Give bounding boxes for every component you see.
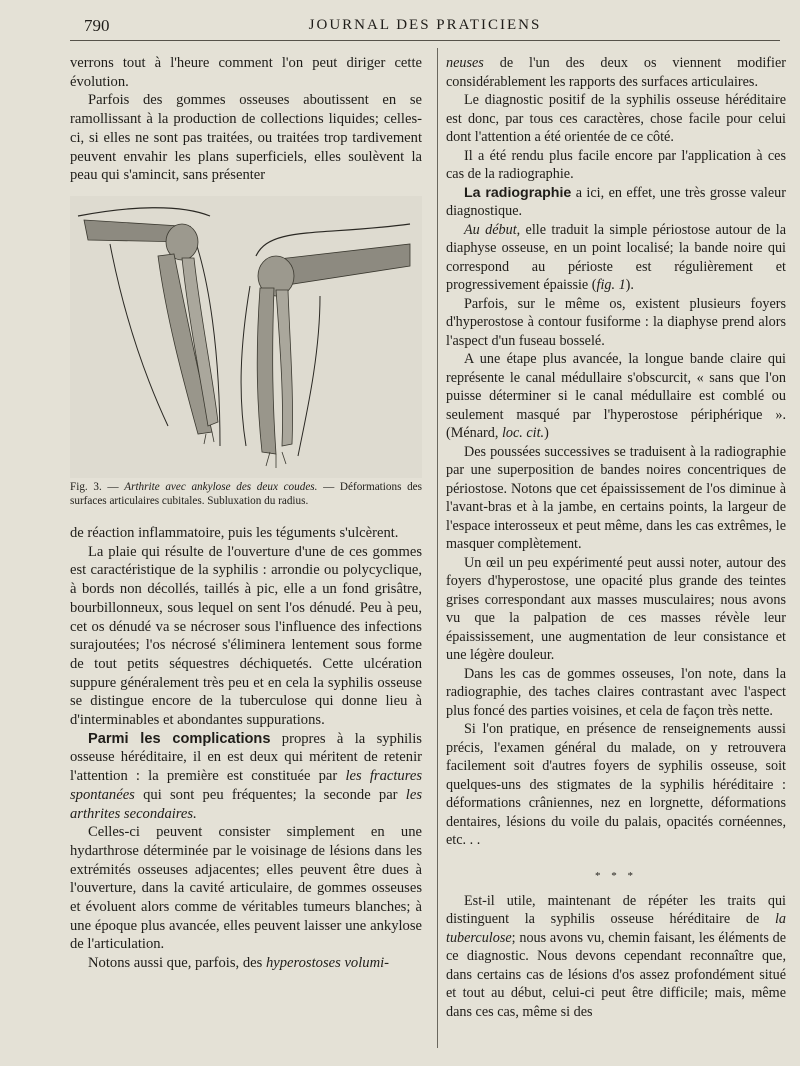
column-divider [437, 48, 438, 1048]
left-column-top [70, 54, 422, 185]
paragraph-complications [70, 730, 422, 824]
text-run: a ici, en effet, une très grosse valeur diagnostique. [446, 184, 786, 219]
section-separator: * * * [595, 869, 637, 882]
right-column [446, 54, 786, 1021]
emphasis: Au début [464, 221, 517, 238]
figure-elbow-radiograph [70, 196, 422, 478]
journal-title: JOURNAL DES PRATICIENS [308, 17, 542, 33]
paragraph [446, 350, 786, 443]
paragraph-radiographie [446, 184, 786, 221]
text-run: qui sont peu fréquentes; la seconde par [134, 786, 406, 803]
section-heading: Parmi les complications [88, 730, 271, 747]
emphasis: la tuberculose [446, 911, 786, 946]
text-run: A une étape plus avancée, la longue bande claire qui représente le canal médullaire s'obscurcit, « sans que l'on puisse déterminer si le canal médullaire est comblé ou seulement masqué par l'hyperostose périphérique ». (Ménard, [446, 351, 786, 441]
paragraph [446, 221, 786, 295]
paragraph: Des poussées successives se traduisent à la radiographie par une superposition de bandes noires concentriques de périostose. Notons que cet épaississement de l'os diminue à l'avant-bras et à la jambe, en certains points, la largeur de l'espace interosseux et peut même, dans les cas extrêmes, le masquer complètement. [446, 443, 786, 552]
paragraph: La plaie qui résulte de l'ouverture d'une de ces gommes est caractéristique de la syphilis : arrondie ou polycyclique, à bords non décollés, taillés à pic, elle a un fond grisâtre, bourbillonneux, sous lequel on sent l'os dénudé. Peu à peu, cet os dénudé va se nécroser sous l'influence des infections surajoutées; l'os nécrosé s'éliminera lentement sous forme de tout petits séquestres déchiquetés. Cette ulcération suppure généralement très peu et en cela la syphilis osseuse se distingue encore de la tuberculose qui donne lieu à d'interminables et abondantes suppurations. [70, 543, 422, 729]
paragraph: Parfois des gommes osseuses aboutissent en se ramollissant à la production de collections liquides; celles-ci, si elles ne sont pas traitées, ou traitées trop tardivement peuvent envahir les plans superficiels, elles soulèvent la peau qui s'amincit, sans présenter [70, 92, 422, 184]
paragraph [446, 892, 786, 1022]
paragraph [446, 54, 786, 91]
paragraph: Celles-ci peuvent consister simplement en une hydarthrose déterminée par le voisinage de lésions dans les extrémités osseuses adjacentes; elles peuvent être dues à l'ouverture, dans la cavité articulaire, de gommes osseuses et évoluent alors comme de véritables tumeurs blanches; à une époque plus avancée, elles peuvent laisser une ankylose de l'articulation. [70, 824, 422, 953]
text-run: de l'un des deux os viennent modifier considérablement les rapports des surfaces articulaires. [446, 55, 786, 90]
paragraph: Il a été rendu plus facile encore par l'application à ces cas de la radiographie. [446, 147, 786, 182]
paragraph: Un œil un peu expérimenté peut aussi noter, autour des foyers d'hyperostose, une opacité plus grande des teintes grises correspondant aux masses musculaires; nous avons vu que la palpation de ces masses révèle leur épaississement, une augmentation de leur consistance et une légère douleur. [446, 554, 786, 663]
paragraph: verrons tout à l'heure comment l'on peut diriger cette évolution. [70, 55, 422, 90]
paragraph: de réaction inflammatoire, puis les téguments s'ulcèrent. [70, 525, 399, 541]
elbow-xray-illustration [70, 196, 422, 478]
emphasis: neuses [446, 55, 484, 71]
text-run: , elle traduit la simple périostose autour de la diaphyse osseuse, en un point localisé; la bande noire qui correspond au périoste est régulièrement et progressivement épaissie ( [446, 221, 787, 293]
left-column-bottom [70, 524, 422, 973]
text-run: propres à la syphilis osseuse héréditaire, il en est deux qui méritent de retenir l'attention : la première est constituée par [70, 730, 422, 785]
emphasis: les fractures spontanées [70, 768, 422, 803]
page-header [70, 14, 780, 41]
paragraph: Parfois, sur le même os, existent plusieurs foyers d'hyperostose à contour fusiforme : la diaphyse prend alors l'aspect d'un fuseau bosselé. [446, 295, 786, 349]
text-run: ) [544, 425, 549, 441]
text-run: Notons aussi que, parfois, des [88, 955, 266, 972]
emphasis: loc. cit. [501, 425, 545, 441]
emphasis: les arthrites secondaires. [70, 786, 422, 822]
emphasis: hyperostoses volumi- [265, 955, 390, 972]
paragraph: Le diagnostic positif de la syphilis osseuse héréditaire est donc, par tous ces caractères, chose facile pour celui dont l'attention a été orientée de ce côté. [446, 92, 786, 145]
caption-text: — Déformations des surfaces articulaires cubitales. Subluxation du radius. [70, 481, 422, 507]
figure-caption [70, 481, 422, 508]
paragraph: Dans les cas de gommes osseuses, l'on note, dans la radiographie, des taches claires contrastant avec l'aspect plus foncé des parties voisines, et cela de façon très nette. [446, 665, 786, 719]
text-run: Est-il utile, maintenant de répéter les traits qui distinguent la syphilis osseuse héréditaire de [446, 892, 786, 927]
page-number: 790 [84, 16, 110, 35]
caption-label: Fig. 3. — [70, 481, 125, 493]
figure-reference: fig. 1 [596, 277, 626, 293]
caption-title: Arthrite avec ankylose des deux coudes. [124, 481, 318, 493]
text-run: ). [625, 277, 634, 293]
section-heading: La radiographie [464, 184, 572, 201]
paragraph [70, 954, 422, 973]
text-run: ; nous avons vu, chemin faisant, les éléments de ce diagnostic. Nous devons cependant reconnaître que, dans certains cas de lésions d'os assez profondément situé et tout au début, celui-ci peut être difficile; mais, même dans ces cas, même si des [446, 929, 786, 1020]
paragraph: Si l'on pratique, en présence de renseignements aussi précis, l'examen général du malade, on y retrouvera facilement soit d'autres foyers de syphilis osseuse, soit quelques-uns des stigmates de la syphilis héréditaire : déformations crâniennes, nez en lorgnette, déformations dentaires, lésions du voile du palais, opacités cornéennes, etc. . . [446, 721, 786, 848]
